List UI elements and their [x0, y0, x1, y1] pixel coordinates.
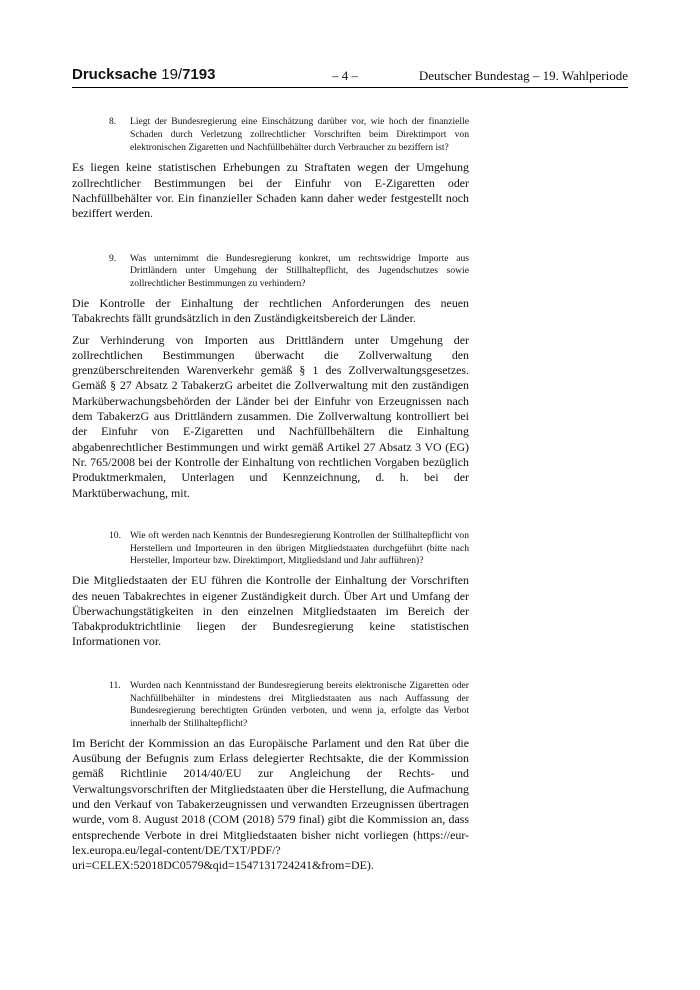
answer-paragraph: Die Mitgliedstaaten der EU führen die Kontrolle der Einhaltung der Vorschriften des neuen Tabakrechtes in eigener Zuständigkeit durch. Über Art und Umfang der Überwachungstätigkeiten in den einzelnen Mitgliedstaaten im Bereich der Tabakproduktrichtlinie liegen der Bundesregierung keine statistischen Informationen vor.: [72, 573, 469, 649]
question-number: 11.: [109, 679, 121, 691]
answer-11: [72, 736, 469, 874]
question-text: Was unternimmt die Bundesregierung konkret, um rechtswidrige Importe aus Drittländern unter Umgehung der Stillhaltepflicht, des Jugendschutzes sowie zollrechtlicher Bestimmungen zu verhindern?: [130, 252, 469, 290]
page-number: – 4 –: [332, 68, 358, 83]
page-header: [72, 64, 628, 86]
drucksache-number-prefix: 19/: [161, 66, 183, 83]
drucksache-number: 7193: [182, 66, 216, 83]
question-text: Liegt der Bundesregierung eine Einschätzung darüber vor, wie hoch der finanzielle Schaden durch Verletzung zollrechtlicher Vorschriften beim Direktimport von elektronischen Zigaretten und Nachfüllbehälter durch Verbraucher zu beziffern ist?: [130, 116, 469, 153]
header-rule: [72, 87, 628, 88]
question-text: Wie oft werden nach Kenntnis der Bundesregierung Kontrollen der Stillhaltepflicht von Herstellern und Importeuren in den übrigen Mitgliedstaaten durchgeführt (bitte nach Hersteller, Importeur bzw. Direktimport, Mitgliedsland und Jahr aufführen)?: [130, 529, 469, 567]
question-11: [72, 680, 469, 731]
answer-10: [72, 573, 469, 649]
answer-paragraph: Im Bericht der Kommission an das Europäische Parlament und den Rat über die Ausübung der Befugnis zum Erlass delegierter Rechtsakte, die der Kommission gemäß Richtlinie 2014/40/EU zur Angleichung der Rechts- und Verwaltungsvorschriften der Mitgliedstaaten über die Herstellung, die Aufmachung und den Verkauf von Tabakerzeugnissen und verwandten Erzeugnissen übertragen wurde, vom 8. August 2018 (COM (2018) 579 final) gibt die Kommission an, dass entsprechende Verbote in drei Mitgliedstaaten bisher nicht vorliegen (https://eur-lex.europa.eu/legal-content/DE/TXT/PDF/?uri=CELEX:52018DC0579&qid=1547131724241&from=DE).: [72, 735, 469, 873]
document-body: [72, 116, 469, 874]
drucksache-label: Drucksache: [72, 66, 158, 83]
question-8: [72, 116, 469, 154]
question-number: 8.: [109, 116, 117, 127]
answer-paragraph: Die Kontrolle der Einhaltung der rechtlichen Anforderungen des neuen Tabakrechts fällt grundsätzlich in den Zuständigkeitsbereich der Länder.: [72, 295, 469, 326]
publisher: Deutscher Bundestag – 19. Wahlperiode: [418, 68, 628, 83]
question-number: 10.: [109, 529, 121, 541]
answer-8: [72, 160, 469, 221]
drucksache-reference: [72, 66, 215, 83]
answer-paragraph: Es liegen keine statistischen Erhebungen zu Straftaten wegen der Umgehung zollrechtlicher Bestimmungen bei der Einfuhr von E-Zigaretten oder Nachfüllbehälter vor. Ein finanzieller Schaden kann daher weder festgestellt noch beziffert werden.: [72, 160, 469, 221]
question-text: Wurden nach Kenntnisstand der Bundesregierung bereits elektronische Zigaretten oder Nachfüllbehälter in mindestens drei Mitgliedstaaten aus nach Auffassung der Bundesregierung berechtigten Gründen verboten, und wenn ja, erfolgte das Verbot innerhalb der Stillhaltepflicht?: [130, 679, 469, 730]
question-number: 9.: [109, 252, 117, 264]
answer-9: [72, 296, 469, 501]
answer-paragraph: Zur Verhinderung von Importen aus Drittländern unter Umgehung der zollrechtlichen Bestimmungen überwacht die Zollverwaltung den grenzüberschreitenden Warenverkehr gemäß § 1 des Zollverwaltungsgesetzes. Gemäß § 27 Absatz 2 TabakerzG arbeitet die Zollverwaltung mit den zuständigen Marküberwachungsbehörden der Länder bei der Einfuhr von Erzeugnissen nach dem TabakerzG aus Drittländern zusammen. Die Zollverwaltung kontrolliert bei der Einfuhr von E-Zigaretten und Nachfüllbehältern die Einhaltung abgabenrechtlicher Bestimmungen und wirkt gemäß Artikel 27 Absatz 3 VO (EG) Nr. 765/2008 bei der Kontrolle der Einhaltung von rechtlichen Vorgaben bezüglich Produktmerkmalen, Unterlagen und Kennzeichnung, d. h. bei der Marktüberwachung, mit.: [72, 332, 469, 500]
question-10: [72, 530, 469, 568]
question-9: [72, 253, 469, 291]
